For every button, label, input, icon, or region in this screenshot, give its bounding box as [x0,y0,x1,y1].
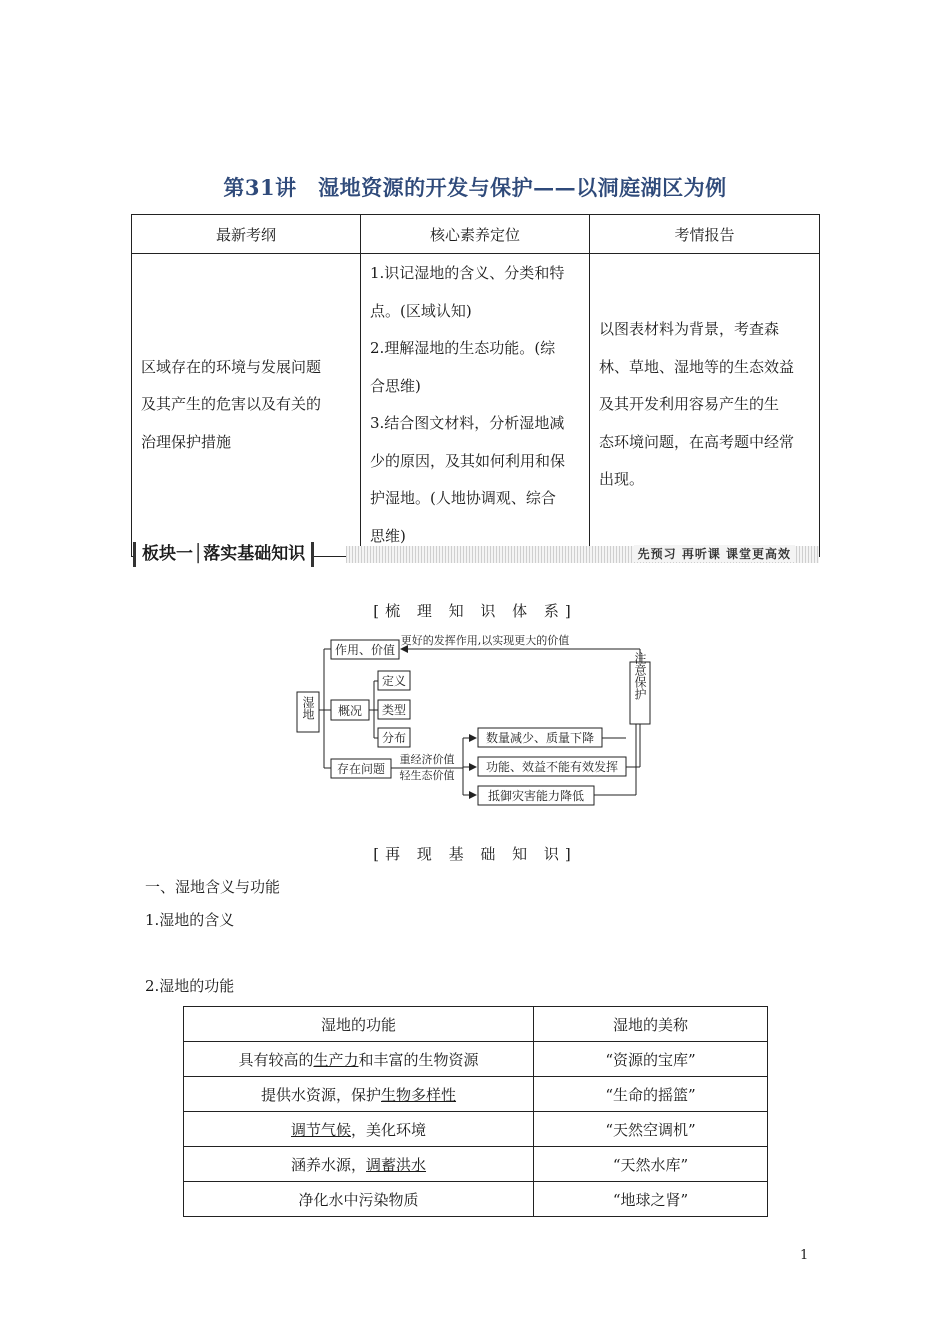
literacy-line: 思维) [370,526,406,545]
literacy-line: 点。(区域认知) [370,301,472,320]
exam-report-cell [590,254,820,557]
page-number: 1 [800,1248,809,1263]
core-literacy-cell [361,254,590,557]
header-function: 湿地的功能 [184,1007,534,1042]
heading-wetland-meaning-function: 一、湿地含义与功能 [145,878,281,896]
page-title: 第31讲 湿地资源的开发与保护——以洞庭湖区为例 [223,175,727,200]
nickname-cell: “天然水库” [534,1147,768,1182]
heading-wetland-function: 2.湿地的功能 [145,977,235,995]
arrow-top-label: 更好的发挥作用,以实现更大的价值 [400,634,570,647]
heading-wetland-meaning: 1.湿地的含义 [145,911,235,929]
header-core-literacy: 核心素养定位 [361,215,590,254]
syllabus-cell [132,254,361,557]
banner-label: 板块一│落实基础知识 [133,542,314,567]
function-cell: 净化水中污染物质 [184,1182,534,1217]
function-cell: 提供水资源，保护生物多样性 [184,1077,534,1112]
literacy-line: 3.结合图文材料，分析湿地减 [370,414,565,432]
nickname-cell: “生命的摇篮” [534,1077,768,1112]
report-line: 态环境问题，在高考题中经常 [599,432,795,451]
syllabus-line: 治理保护措施 [141,432,232,451]
literacy-line: 2.理解湿地的生态功能。(综 [370,339,556,357]
report-line: 及其开发利用容易产生的生 [599,395,780,414]
disaster-label: 抵御灾害能力降低 [487,789,585,803]
economic-label: 重经济价值 [399,753,455,766]
header-nickname: 湿地的美称 [534,1007,768,1042]
report-line: 出现。 [599,470,645,489]
root-label: 湿地 [301,696,315,720]
syllabus-table [131,214,820,557]
wetland-function-table [183,1006,768,1217]
report-line: 林、草地、湿地等的生态效益 [599,357,795,376]
header-latest-syllabus: 最新考纲 [132,215,361,254]
banner-slogan: 先预习 再听课 课堂更高效 [634,545,795,562]
syllabus-line: 及其产生的危害以及有关的 [141,395,322,414]
nickname-cell: “天然空调机” [534,1112,768,1147]
problems-label: 存在问题 [336,762,386,776]
header-exam-report: 考情报告 [590,215,820,254]
table-row [184,1042,768,1077]
protect-label: 注意保护 [633,652,647,700]
ecologic-label: 轻生态价值 [399,769,455,782]
literacy-line: 护湿地。(人地协调观、综合 [370,489,556,507]
syllabus-line: 区域存在的环境与发展问题 [141,357,322,376]
knowledge-system-heading: [梳 理 知 识 体 系] [373,602,577,620]
nickname-cell: “资源的宝库” [534,1042,768,1077]
table-row [184,1147,768,1182]
table-row [184,1112,768,1147]
table-row [184,1077,768,1112]
function-cell: 具有较高的生产力和丰富的生物资源 [184,1042,534,1077]
nickname-cell: “地球之肾” [534,1182,768,1217]
table-row [184,1182,768,1217]
type-label: 类型 [381,703,407,717]
distribution-label: 分布 [381,731,407,745]
basic-knowledge-heading: [再 现 基 础 知 识] [373,845,577,863]
function-label: 功能、效益不能有效发挥 [485,760,619,774]
section-banner [131,542,819,569]
literacy-line: 合思维) [370,376,421,395]
literacy-line: 1.识记湿地的含义、分类和特 [370,264,565,282]
decrease-label: 数量减少、质量下降 [485,731,595,745]
definition-label: 定义 [381,674,407,688]
literacy-line: 少的原因，及其如何利用和保 [370,451,566,470]
overview-label: 概况 [337,704,363,718]
function-cell: 涵养水源，调蓄洪水 [184,1147,534,1182]
role-label: 作用、价值 [334,643,396,657]
knowledge-diagram [280,628,670,808]
report-line: 以图表材料为背景，考查森 [599,320,780,339]
function-cell: 调节气候，美化环境 [184,1112,534,1147]
